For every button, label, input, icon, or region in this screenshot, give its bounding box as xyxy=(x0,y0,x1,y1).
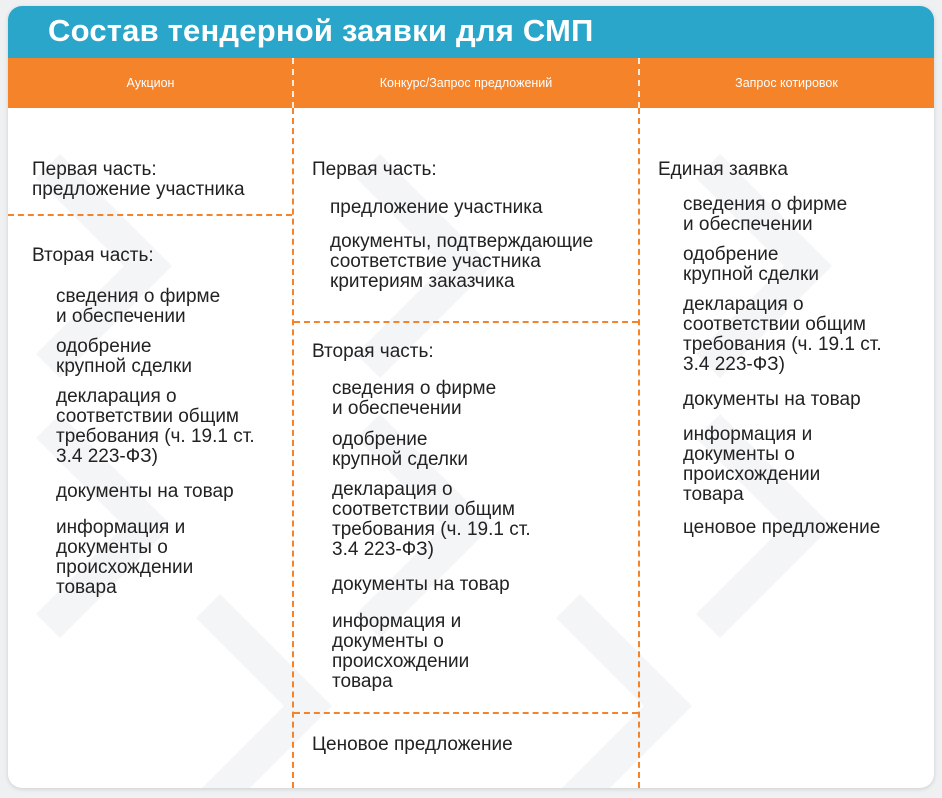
quotation-title: Единая заявка xyxy=(658,159,788,180)
tender-composition-card xyxy=(8,6,934,788)
column-divider xyxy=(292,108,294,788)
contest-item-criteria-documents: документы, подтверждающие соответствие участника критериям заказчика xyxy=(330,231,594,292)
page-title: Состав тендерной заявки для СМП xyxy=(48,13,594,48)
column-header-quotation: Запрос котировок xyxy=(735,76,838,90)
contest-price-offer-title: Ценовое предложение xyxy=(312,734,513,755)
contest-item-goods-documents: документы на товар xyxy=(332,574,510,595)
quotation-item-goods-documents: документы на товар xyxy=(683,389,861,410)
quotation-item-declaration: декларация о соответствии общим требования (ч. 19.1 ст. 3.4 223-ФЗ) xyxy=(683,294,882,375)
contest-part1-title: Первая часть: xyxy=(312,159,437,180)
quotation-item-price-offer: ценовое предложение xyxy=(683,517,881,538)
column-header-bar xyxy=(8,58,934,108)
contest-part1-divider xyxy=(294,321,638,323)
quotation-item-origin-info: информация и документы о происхождении товара xyxy=(683,424,821,505)
contest-item-participant-offer: предложение участника xyxy=(330,197,543,218)
column-divider xyxy=(638,108,640,788)
contest-part2-title: Вторая часть: xyxy=(312,341,434,362)
quotation-item-deal-approval: одобрение крупной сделки xyxy=(683,244,819,285)
header-divider xyxy=(638,58,640,108)
column-header-auction: Аукцион xyxy=(126,76,175,90)
contest-item-declaration: декларация о соответствии общим требования (ч. 19.1 ст. 3.4 223-ФЗ) xyxy=(332,479,531,560)
auction-item-origin-info: информация и документы о происхождении товара xyxy=(56,517,194,598)
auction-part-divider xyxy=(8,214,292,216)
auction-part1-title: Первая часть: предложение участника xyxy=(32,159,245,200)
auction-item-deal-approval: одобрение крупной сделки xyxy=(56,336,192,377)
auction-item-company-info: сведения о фирме и обеспечении xyxy=(56,286,221,327)
contest-item-origin-info: информация и документы о происхождении товара xyxy=(332,611,470,692)
contest-item-deal-approval: одобрение крупной сделки xyxy=(332,429,468,470)
column-header-contest: Конкурс/Запрос предложений xyxy=(379,76,553,90)
auction-item-goods-documents: документы на товар xyxy=(56,481,234,502)
auction-item-declaration: декларация о соответствии общим требования (ч. 19.1 ст. 3.4 223-ФЗ) xyxy=(56,386,255,467)
contest-item-company-info: сведения о фирме и обеспечении xyxy=(332,378,497,419)
auction-part2-title: Вторая часть: xyxy=(32,245,154,266)
title-bar xyxy=(8,6,934,58)
contest-part2-divider xyxy=(294,712,638,714)
quotation-item-company-info: сведения о фирме и обеспечении xyxy=(683,194,848,235)
header-divider xyxy=(292,58,294,108)
